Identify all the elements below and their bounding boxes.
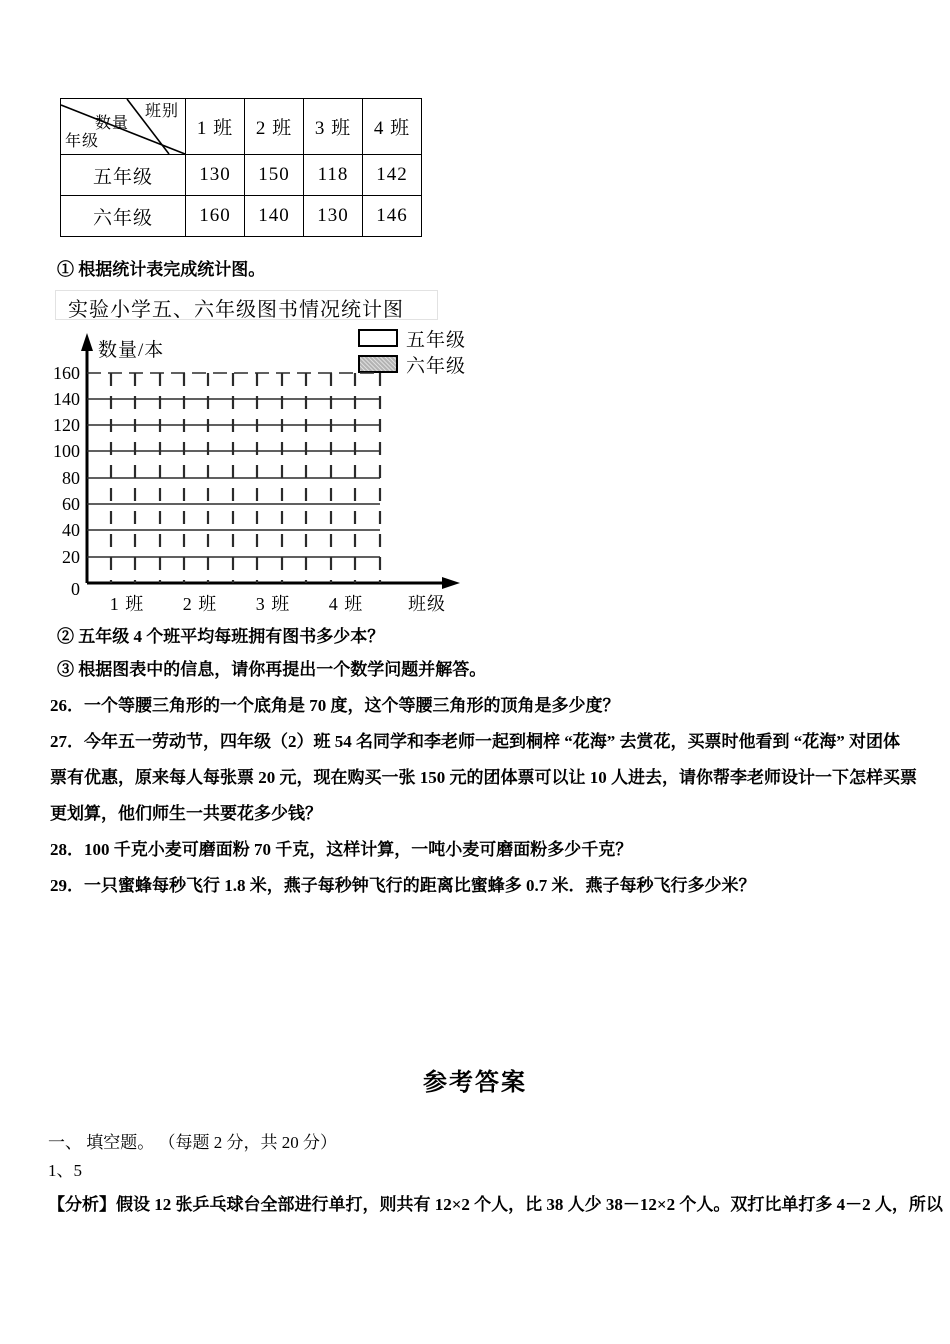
x-tick-class4: 4 班 bbox=[328, 594, 364, 614]
answers-heading: 参考答案 bbox=[423, 1069, 527, 1096]
chart-title: 实验小学五、六年级图书情况统计图 bbox=[68, 299, 404, 321]
y-tick-140: 140 bbox=[53, 389, 80, 409]
y-axis-label: 数量/本 bbox=[98, 340, 165, 361]
statistics-chart bbox=[50, 325, 470, 615]
question-3-text: ③ 根据图表中的信息，请你再提出一个数学问题并解答。 bbox=[57, 660, 487, 679]
answers-section-fill-in-blanks: 一、 填空题。 （每题 2 分，共 20 分） bbox=[48, 1133, 337, 1152]
table-row bbox=[61, 155, 422, 196]
answer-analysis-1: 【分析】假设 12 张乒乓球台全部进行单打，则共有 12×2 个人，比 38 人少 38－12×2 个人。双打比单打多 4－2 人，所以 bbox=[48, 1195, 943, 1214]
y-tick-120: 120 bbox=[53, 415, 80, 435]
x-tick-class2: 2 班 bbox=[182, 594, 218, 614]
y-tick-40: 40 bbox=[62, 520, 80, 540]
table-row bbox=[61, 196, 422, 237]
question-27-line3: 更划算，他们师生一共要花多少钱？ bbox=[50, 804, 322, 823]
answer-item-1: 1、5 bbox=[48, 1161, 82, 1180]
corner-label-quantity: 数量 bbox=[95, 115, 130, 132]
cell-g6-c4: 146 bbox=[363, 196, 422, 237]
question-1-text: ① 根据统计表完成统计图。 bbox=[57, 260, 266, 279]
question-29-text: 29．一只蜜蜂每秒飞行 1.8 米，燕子每秒钟飞行的距离比蜜蜂多 0.7 米．燕子每秒飞行多少米？ bbox=[50, 876, 756, 895]
cell-g5-c4: 142 bbox=[363, 155, 422, 196]
row-label-grade6: 六年级 bbox=[61, 196, 186, 237]
table-col-header-3: 3 班 bbox=[304, 99, 363, 155]
statistics-table bbox=[60, 98, 422, 237]
cell-g6-c3: 130 bbox=[304, 196, 363, 237]
legend-label-grade6: 六年级 bbox=[406, 355, 467, 377]
question-26-text: 26．一个等腰三角形的一个底角是 70 度，这个等腰三角形的顶角是多少度？ bbox=[50, 696, 620, 715]
table-corner-cell bbox=[61, 99, 186, 155]
x-axis-label: 班级 bbox=[408, 594, 446, 614]
y-tick-160: 160 bbox=[53, 363, 80, 383]
question-27-line1: 27．今年五一劳动节，四年级（2）班 54 名同学和李老师一起到桐梓 “花海” 去赏花，买票时他看到 “花海” 对团体 bbox=[50, 732, 900, 751]
cell-g5-c3: 118 bbox=[304, 155, 363, 196]
row-label-grade5: 五年级 bbox=[61, 155, 186, 196]
legend-label-grade5: 五年级 bbox=[406, 329, 467, 351]
table-col-header-4: 4 班 bbox=[363, 99, 422, 155]
question-2-text: ② 五年级 4 个班平均每班拥有图书多少本？ bbox=[57, 627, 385, 646]
question-28-text: 28．100 千克小麦可磨面粉 70 千克，这样计算，一吨小麦可磨面粉多少千克？ bbox=[50, 840, 633, 859]
x-tick-class3: 3 班 bbox=[255, 594, 291, 614]
y-tick-80: 80 bbox=[62, 468, 80, 488]
table-col-header-1: 1 班 bbox=[186, 99, 245, 155]
y-axis-arrow-icon bbox=[81, 333, 93, 351]
cell-g5-c2: 150 bbox=[245, 155, 304, 196]
corner-label-grade: 年级 bbox=[65, 133, 100, 150]
table-col-header-2: 2 班 bbox=[245, 99, 304, 155]
y-tick-0: 0 bbox=[71, 579, 80, 599]
table-header-row bbox=[61, 99, 422, 155]
statistics-table-container bbox=[60, 98, 422, 237]
cell-g6-c2: 140 bbox=[245, 196, 304, 237]
chart-plot-svg bbox=[50, 325, 470, 615]
question-27-line2: 票有优惠，原来每人每张票 20 元，现在购买一张 150 元的团体票可以让 10 人进去，请你帮李老师设计一下怎样买票 bbox=[50, 768, 917, 787]
x-tick-class1: 1 班 bbox=[109, 594, 145, 614]
cell-g5-c1: 130 bbox=[186, 155, 245, 196]
corner-label-class: 班别 bbox=[144, 103, 179, 120]
y-tick-60: 60 bbox=[62, 494, 80, 514]
y-tick-100: 100 bbox=[53, 441, 80, 461]
y-tick-20: 20 bbox=[62, 547, 80, 567]
x-axis-arrow-icon bbox=[442, 577, 460, 589]
cell-g6-c1: 160 bbox=[186, 196, 245, 237]
